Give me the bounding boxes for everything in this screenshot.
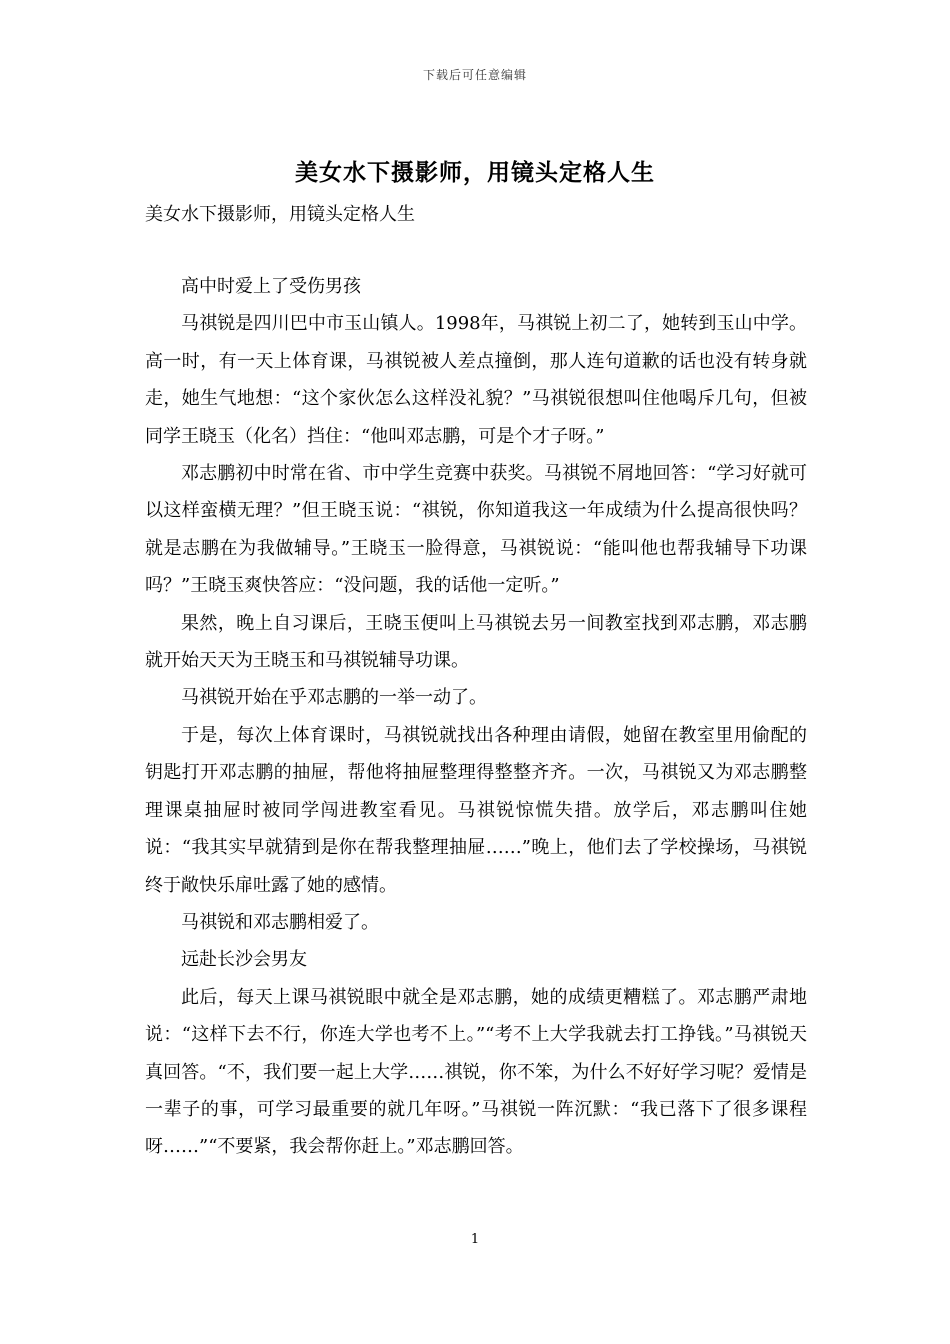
document-subtitle: 美女水下摄影师，用镜头定格人生 [145,204,415,225]
paragraph: 马祺锐开始在乎邓志鹏的一举一动了。 [181,687,487,709]
paragraph: 马祺锐是四川巴中市玉山镇人。1998年，马祺锐上初二了，她转到玉山中学。高一时，有一天上体育课，马祺锐被人差点撞倒，那人连句道歉的话也没有转身就走，她生气地想：“这个家伙怎么这样没礼貌？”马祺锐很想叫住他喝斥几句，但被同学王晓玉（化名）挡住：“他叫邓志鹏，可是个才子呀。” [145,313,807,447]
page-number: 1 [470,1232,480,1247]
paragraph: 马祺锐和邓志鹏相爱了。 [181,911,379,933]
paragraph: 于是，每次上体育课时，马祺锐就找出各种理由请假，她留在教室里用偷配的钥匙打开邓志鹏的抽屉，帮他将抽屉整理得整整齐齐。一次，马祺锐又为邓志鹏整理课桌抽屉时被同学闯进教室看见。马祺锐惊慌失措。放学后，邓志鹏叫住她说：“我其实早就猜到是你在帮我整理抽屉……”晚上，他们去了学校操场，马祺锐终于敞快乐扉吐露了她的感情。 [145,724,807,896]
section-heading: 远赴长沙会男友 [181,949,307,971]
article-body [145,268,807,1166]
paragraph: 此后，每天上课马祺锐眼中就全是邓志鹏，她的成绩更糟糕了。邓志鹏严肃地说：“这样下去不行，你连大学也考不上。”“考不上大学我就去打工挣钱。”马祺锐天真回答。“不，我们要一起上大学……祺锐，你不笨，为什么不好好学习呢？爱情是一辈子的事，可学习最重要的就几年呀。”马祺锐一阵沉默：“我已落下了很多课程呀……”“不要紧，我会帮你赶上。”邓志鹏回答。 [145,986,807,1158]
paragraph: 果然，晚上自习课后，王晓玉便叫上马祺锐去另一间教室找到邓志鹏，邓志鹏就开始天天为王晓玉和马祺锐辅导功课。 [145,612,807,672]
section-heading: 高中时爱上了受伤男孩 [181,276,361,297]
paragraph: 邓志鹏初中时常在省、市中学生竞赛中获奖。马祺锐不屑地回答：“学习好就可以这样蛮横无理？”但王晓玉说：“祺锐，你知道我这一年成绩为什么提高很快吗？就是志鹏在为我做辅导。”王晓玉一脸得意，马祺锐说：“能叫他也帮我辅导下功课吗？”王晓玉爽快答应：“没问题，我的话他一定听。” [145,463,807,597]
header-note: 下载后可任意编辑 [422,68,527,82]
document-title: 美女水下摄影师，用镜头定格人生 [295,159,655,186]
